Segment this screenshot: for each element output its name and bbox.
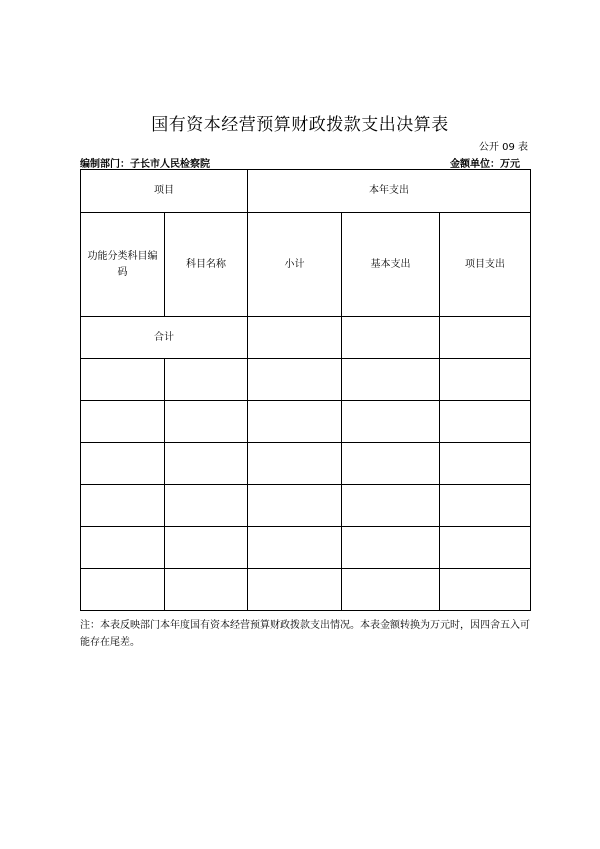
project-cell — [440, 443, 531, 485]
table-row — [81, 443, 531, 485]
header-subtotal: 小计 — [248, 213, 342, 317]
basic-cell — [342, 443, 440, 485]
total-project-cell — [440, 317, 531, 359]
project-cell — [440, 527, 531, 569]
department-label: 编制部门：子长市人民检察院 — [80, 159, 210, 170]
table-row — [81, 401, 531, 443]
header-row-1 — [81, 170, 531, 213]
subtotal-cell — [248, 401, 342, 443]
project-cell — [440, 401, 531, 443]
name-cell — [165, 401, 248, 443]
subtotal-cell — [248, 485, 342, 527]
name-cell — [165, 359, 248, 401]
subtotal-cell — [248, 527, 342, 569]
project-cell — [440, 359, 531, 401]
code-cell — [81, 443, 165, 485]
subtotal-cell — [248, 569, 342, 611]
code-cell — [81, 569, 165, 611]
name-cell — [165, 443, 248, 485]
name-cell — [165, 569, 248, 611]
code-cell — [81, 485, 165, 527]
header-func-code: 功能分类科目编码 — [81, 213, 165, 317]
code-cell — [81, 401, 165, 443]
basic-cell — [342, 527, 440, 569]
name-cell — [165, 485, 248, 527]
total-subtotal-cell — [248, 317, 342, 359]
project-cell — [440, 485, 531, 527]
footnote: 注：本表反映部门本年度国有资本经营预算财政拨款支出情况。本表金额转换为万元时，因四舍五入可能存在尾差。 — [80, 620, 530, 648]
table-row — [81, 569, 531, 611]
basic-cell — [342, 401, 440, 443]
code-cell — [81, 359, 165, 401]
header-project-expense: 项目支出 — [440, 213, 531, 317]
header-basic-expense: 基本支出 — [342, 213, 440, 317]
header-row-2 — [81, 213, 531, 317]
code-cell — [81, 527, 165, 569]
table-row — [81, 527, 531, 569]
basic-cell — [342, 569, 440, 611]
total-row — [81, 317, 531, 359]
table-row — [81, 485, 531, 527]
basic-cell — [342, 359, 440, 401]
unit-label: 金额单位：万元 — [450, 159, 520, 170]
name-cell — [165, 527, 248, 569]
table-row — [81, 359, 531, 401]
total-label: 合计 — [81, 317, 248, 359]
subtotal-cell — [248, 359, 342, 401]
page-title: 国有资本经营预算财政拨款支出决算表 — [151, 115, 449, 135]
header-subject-name: 科目名称 — [165, 213, 248, 317]
basic-cell — [342, 485, 440, 527]
header-current-year-expense: 本年支出 — [248, 170, 531, 213]
project-cell — [440, 569, 531, 611]
expense-table — [80, 169, 531, 611]
total-basic-cell — [342, 317, 440, 359]
form-code: 公开 09 表 — [478, 142, 528, 153]
header-item: 项目 — [81, 170, 248, 213]
subtotal-cell — [248, 443, 342, 485]
